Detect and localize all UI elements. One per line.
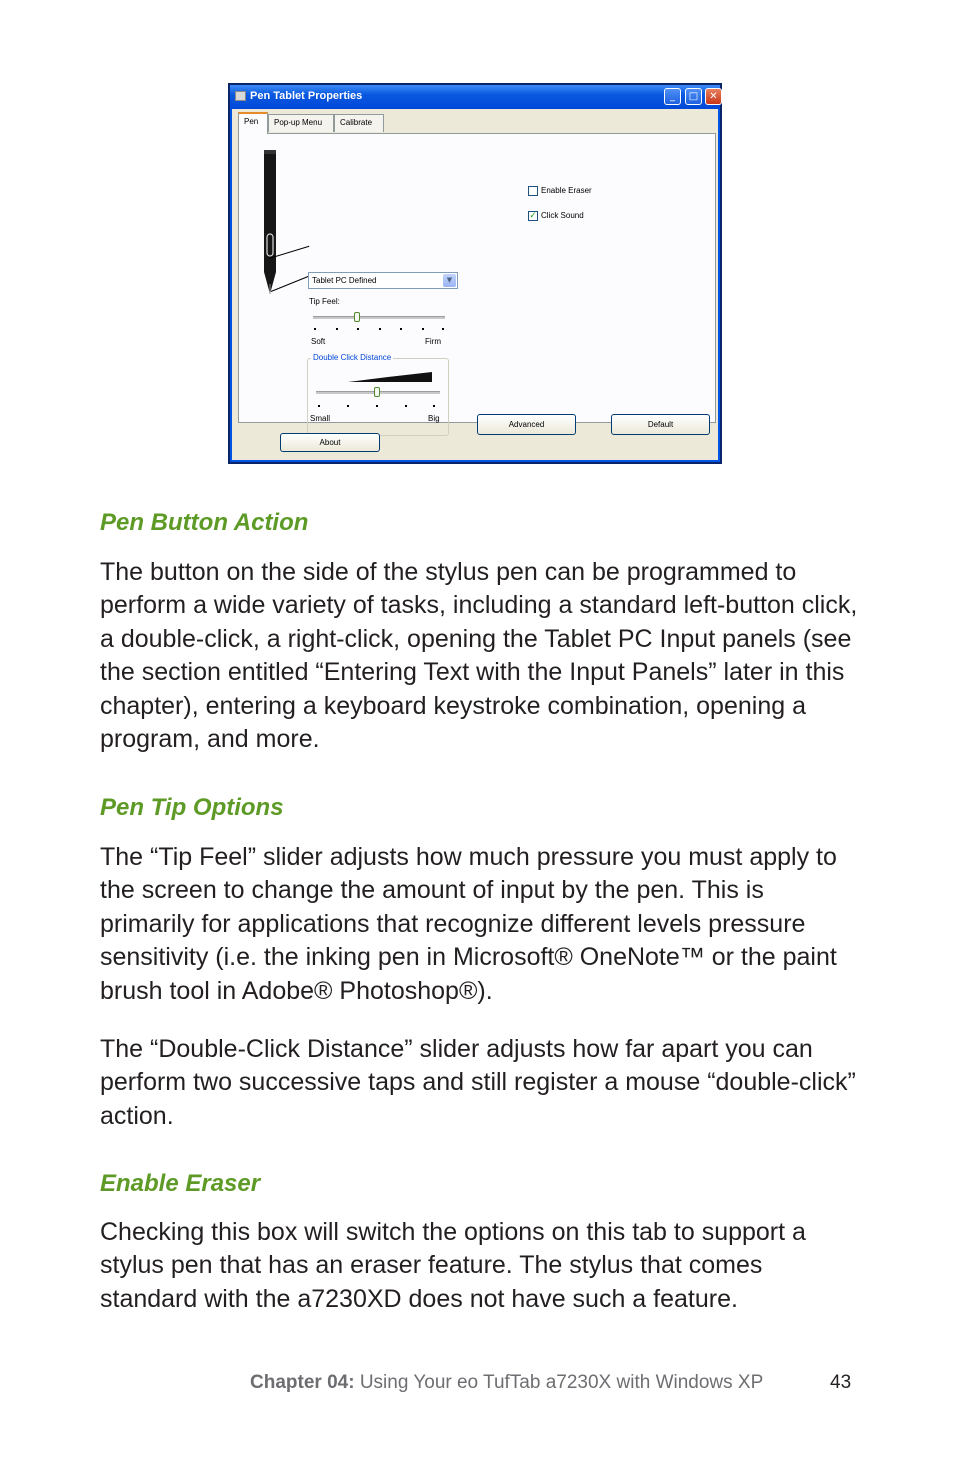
- stylus-pen-illustration: [259, 144, 281, 302]
- slider-tick: [405, 405, 407, 407]
- section-heading-pen-tip-options: Pen Tip Options: [100, 794, 284, 821]
- click-sound-label: Click Sound: [541, 211, 584, 220]
- paragraph-double-click-distance: The “Double-Click Distance” slider adjusts how far apart you can perform two successive taps and still register a mouse “double-click” action.: [100, 1035, 856, 1130]
- double-click-slider-thumb[interactable]: [374, 387, 380, 397]
- double-click-distance-group: [307, 353, 449, 436]
- tab-pen[interactable]: Pen: [238, 112, 268, 134]
- paragraph-pen-button-action: The button on the side of the stylus pen can be programmed to perform a wide variety of tasks, including a standard left-button click, a double-click, a right-click, opening the Tablet PC Input panels (see the section entitled “Entering Text with the Input Panels” later in this chapter), entering a keyboard keystroke combination, opening a program, and more.: [100, 558, 858, 754]
- tip-feel-slider-thumb[interactable]: [354, 312, 360, 322]
- page-footer: [250, 1372, 763, 1394]
- slider-tick: [442, 328, 444, 330]
- dialog-client-area: [232, 109, 718, 460]
- maximize-button[interactable]: □: [685, 88, 702, 105]
- paragraph-enable-eraser: Checking this box will switch the options on this tab to support a stylus pen that has an eraser feature. The stylus that comes standard with the a7230XD does not have such a feature.: [100, 1218, 806, 1313]
- minimize-button[interactable]: _: [664, 88, 681, 105]
- enable-eraser-label: Enable Eraser: [541, 186, 592, 195]
- default-button[interactable]: Default: [611, 414, 710, 435]
- slider-tick: [347, 405, 349, 407]
- click-sound-checkbox[interactable]: ✓: [529, 211, 537, 221]
- slider-tick: [318, 405, 320, 407]
- tip-feel-min-label: Soft: [311, 337, 326, 346]
- slider-tick: [400, 328, 402, 330]
- slider-tick: [314, 328, 316, 330]
- section-heading-pen-button-action: Pen Button Action: [100, 509, 309, 536]
- about-button[interactable]: About: [280, 433, 380, 452]
- slider-tick: [376, 405, 378, 407]
- pen-tab-panel: [238, 133, 716, 429]
- paragraph-tip-feel: The “Tip Feel” slider adjusts how much pressure you must apply to the screen to change the amount of input by the pen. This is primarily for applications that recognize different levels pressure sensitivity (i.e. the inking pen in Microsoft® OneNote™ or the paint brush tool in Adobe® Photoshop®).: [100, 843, 837, 1005]
- double-click-max-label: Big: [428, 414, 440, 423]
- dialog-titlebar: [230, 85, 720, 109]
- page-number: 43: [830, 1372, 852, 1393]
- slider-tick: [357, 328, 359, 330]
- chevron-down-icon: ▼: [443, 274, 456, 287]
- section-heading-enable-eraser: Enable Eraser: [100, 1170, 261, 1197]
- window-app-icon: [235, 91, 246, 101]
- tip-feel-slider-track[interactable]: [313, 316, 445, 319]
- footer-chapter-title: Using Your eo TufTab a7230X with Windows XP: [359, 1372, 764, 1393]
- dialog-title: Pen Tablet Properties: [250, 90, 363, 102]
- enable-eraser-checkbox[interactable]: [528, 186, 538, 196]
- tip-feel-label: Tip Feel:: [309, 297, 340, 306]
- double-click-distance-label: Double Click Distance: [313, 353, 392, 362]
- pen-button-action-select[interactable]: [308, 272, 458, 289]
- tab-popup-menu[interactable]: Pop-up Menu: [268, 114, 334, 132]
- slider-tick: [336, 328, 338, 330]
- slider-tick: [379, 328, 381, 330]
- close-button[interactable]: ✕: [705, 88, 722, 105]
- pen-tablet-properties-dialog: [228, 83, 722, 464]
- slider-tick: [422, 328, 424, 330]
- footer-chapter-label: Chapter 04:: [250, 1372, 355, 1393]
- slider-tick: [433, 405, 435, 407]
- distance-wedge-icon: [348, 371, 432, 383]
- double-click-min-label: Small: [310, 414, 331, 423]
- tab-calibrate[interactable]: Calibrate: [334, 114, 384, 132]
- tip-feel-max-label: Firm: [425, 337, 441, 346]
- advanced-button[interactable]: Advanced: [477, 414, 576, 435]
- pen-button-action-value: Tablet PC Defined: [312, 276, 377, 285]
